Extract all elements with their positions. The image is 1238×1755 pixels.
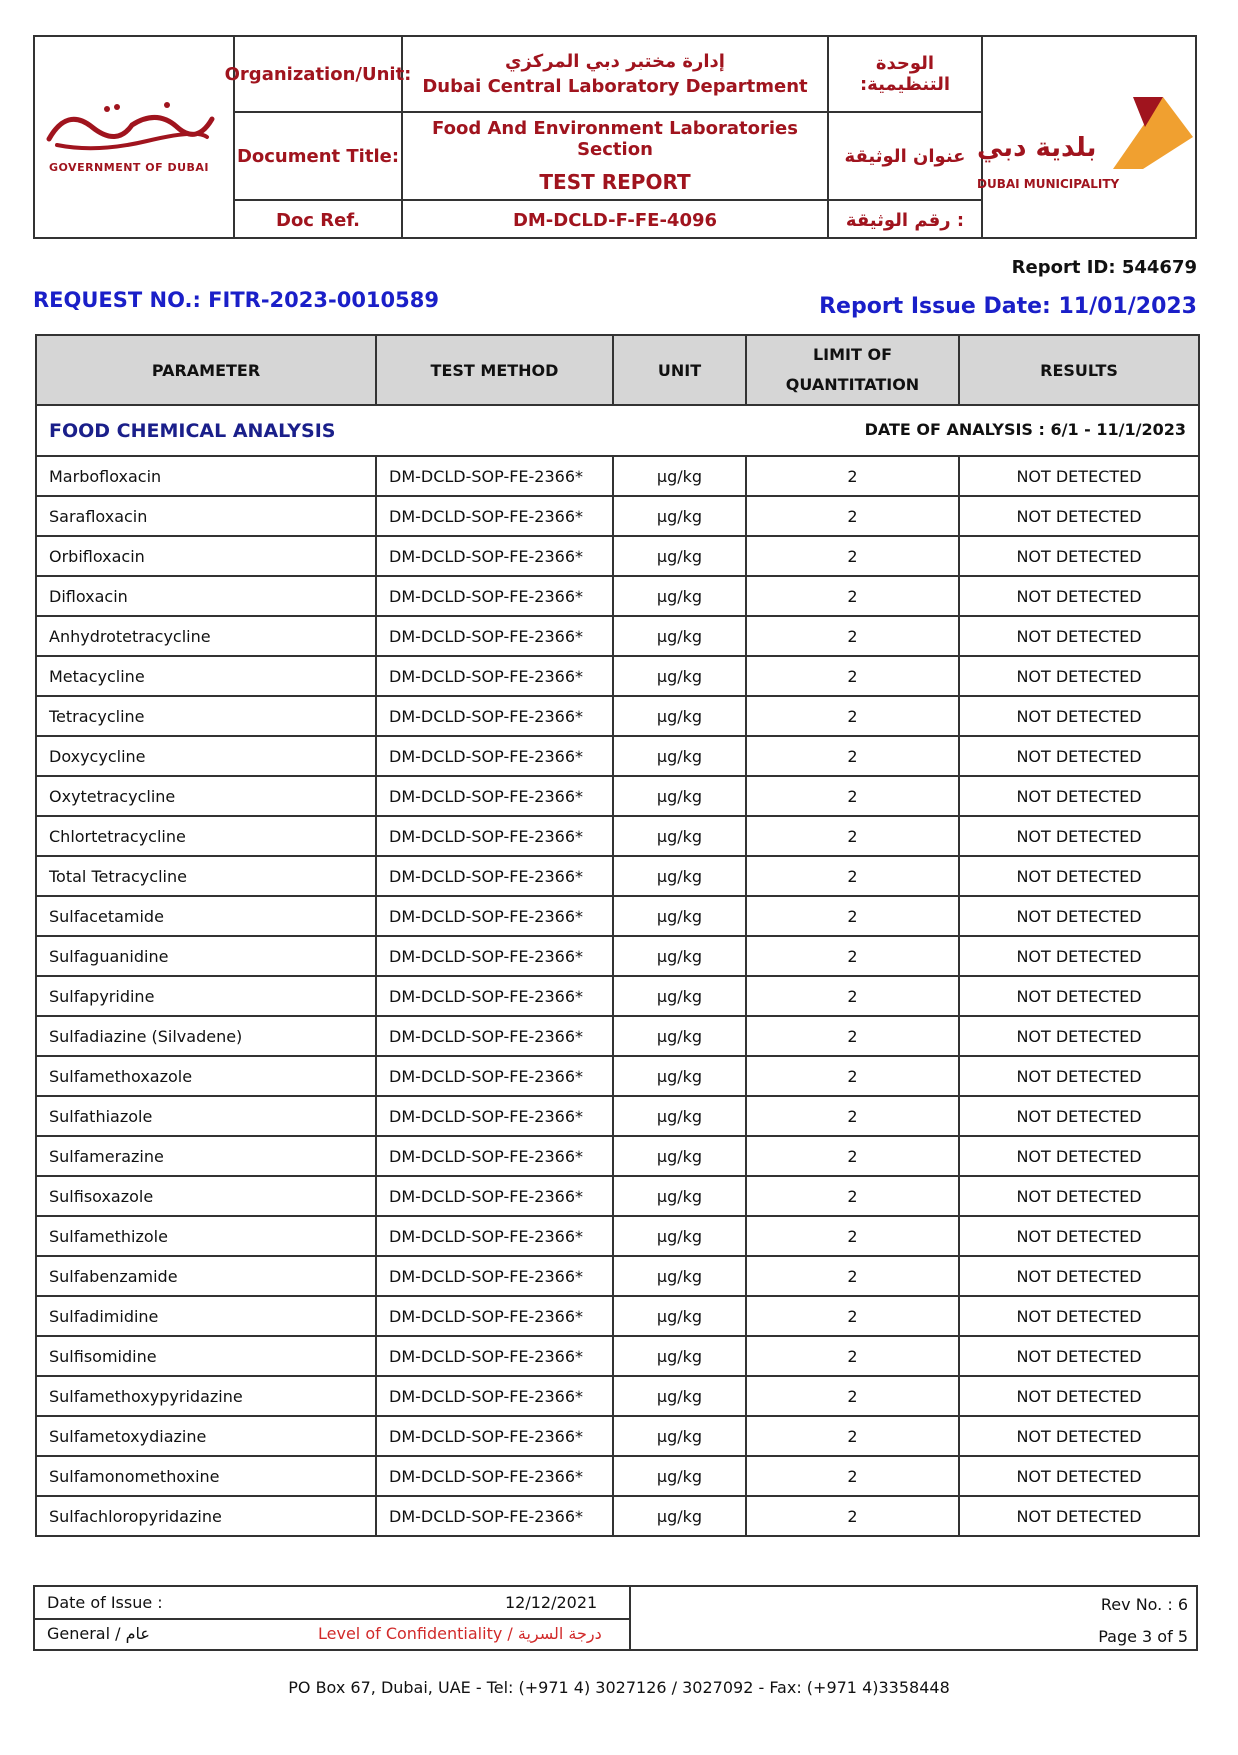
cell-test-method: DM-DCLD-SOP-FE-2366* bbox=[376, 1336, 613, 1376]
classification-general: General / عام bbox=[47, 1624, 150, 1643]
doc-title-label-ar: عنوان الوثيقة bbox=[844, 145, 966, 167]
table-row bbox=[36, 816, 1199, 856]
cell-unit: µg/kg bbox=[613, 976, 746, 1016]
cell-unit: µg/kg bbox=[613, 1376, 746, 1416]
results-table bbox=[35, 334, 1200, 1537]
table-row bbox=[36, 776, 1199, 816]
doc-title-label bbox=[235, 113, 401, 199]
cell-result: NOT DETECTED bbox=[959, 496, 1199, 536]
date-of-issue-label: Date of Issue : bbox=[47, 1593, 163, 1612]
cell-test-method: DM-DCLD-SOP-FE-2366* bbox=[376, 1296, 613, 1336]
cell-loq: 2 bbox=[746, 1216, 959, 1256]
table-row bbox=[36, 496, 1199, 536]
cell-result: NOT DETECTED bbox=[959, 856, 1199, 896]
cell-test-method: DM-DCLD-SOP-FE-2366* bbox=[376, 936, 613, 976]
table-header-row bbox=[36, 335, 1199, 405]
cell-parameter: Oxytetracycline bbox=[36, 776, 376, 816]
cell-unit: µg/kg bbox=[613, 936, 746, 976]
table-row bbox=[36, 1256, 1199, 1296]
org-value-ar: إدارة مختبر دبي المركزي bbox=[505, 51, 725, 72]
cell-unit: µg/kg bbox=[613, 576, 746, 616]
cell-loq: 2 bbox=[746, 1416, 959, 1456]
cell-result: NOT DETECTED bbox=[959, 1056, 1199, 1096]
table-row bbox=[36, 1336, 1199, 1376]
cell-parameter: Tetracycline bbox=[36, 696, 376, 736]
cell-test-method: DM-DCLD-SOP-FE-2366* bbox=[376, 856, 613, 896]
column-header-test-method: TEST METHOD bbox=[376, 335, 613, 405]
cell-test-method: DM-DCLD-SOP-FE-2366* bbox=[376, 656, 613, 696]
cell-parameter: Sulfabenzamide bbox=[36, 1256, 376, 1296]
cell-test-method: DM-DCLD-SOP-FE-2366* bbox=[376, 1376, 613, 1416]
cell-parameter: Sulfisoxazole bbox=[36, 1176, 376, 1216]
cell-loq: 2 bbox=[746, 696, 959, 736]
section-row bbox=[36, 405, 1199, 456]
cell-result: NOT DETECTED bbox=[959, 816, 1199, 856]
report-issue-date: Report Issue Date: 11/01/2023 bbox=[819, 294, 1197, 319]
cell-test-method: DM-DCLD-SOP-FE-2366* bbox=[376, 896, 613, 936]
cell-loq: 2 bbox=[746, 1096, 959, 1136]
cell-result: NOT DETECTED bbox=[959, 536, 1199, 576]
cell-result: NOT DETECTED bbox=[959, 1336, 1199, 1376]
cell-parameter: Sulfamethoxypyridazine bbox=[36, 1376, 376, 1416]
table-row bbox=[36, 456, 1199, 496]
table-row bbox=[36, 1376, 1199, 1416]
cell-loq: 2 bbox=[746, 816, 959, 856]
cell-unit: µg/kg bbox=[613, 656, 746, 696]
cell-unit: µg/kg bbox=[613, 1176, 746, 1216]
cell-loq: 2 bbox=[746, 536, 959, 576]
cell-test-method: DM-DCLD-SOP-FE-2366* bbox=[376, 1416, 613, 1456]
cell-unit: µg/kg bbox=[613, 816, 746, 856]
table-row bbox=[36, 936, 1199, 976]
cell-result: NOT DETECTED bbox=[959, 1216, 1199, 1256]
cell-result: NOT DETECTED bbox=[959, 736, 1199, 776]
cell-parameter: Sulfadiazine (Silvadene) bbox=[36, 1016, 376, 1056]
cell-unit: µg/kg bbox=[613, 536, 746, 576]
cell-loq: 2 bbox=[746, 776, 959, 816]
cell-test-method: DM-DCLD-SOP-FE-2366* bbox=[376, 1056, 613, 1096]
divider bbox=[35, 1618, 629, 1620]
doc-ref-label-ar: : رقم الوثيقة bbox=[845, 209, 965, 231]
table-row bbox=[36, 616, 1199, 656]
cell-parameter: Orbifloxacin bbox=[36, 536, 376, 576]
cell-test-method: DM-DCLD-SOP-FE-2366* bbox=[376, 736, 613, 776]
table-row bbox=[36, 896, 1199, 936]
doc-ref-value: DM-DCLD-F-FE-4096 bbox=[512, 209, 718, 231]
table-row bbox=[36, 1056, 1199, 1096]
report-id: Report ID: 544679 bbox=[1011, 257, 1197, 278]
cell-test-method: DM-DCLD-SOP-FE-2366* bbox=[376, 1256, 613, 1296]
section-cell bbox=[36, 405, 1199, 456]
cell-parameter: Sulfamethoxazole bbox=[36, 1056, 376, 1096]
table-row bbox=[36, 696, 1199, 736]
cell-unit: µg/kg bbox=[613, 1216, 746, 1256]
cell-parameter: Sulfamerazine bbox=[36, 1136, 376, 1176]
cell-loq: 2 bbox=[746, 1136, 959, 1176]
table-row bbox=[36, 1296, 1199, 1336]
org-label-ar: الوحدة التنظيمية: bbox=[859, 53, 951, 95]
cell-loq: 2 bbox=[746, 736, 959, 776]
cell-result: NOT DETECTED bbox=[959, 1256, 1199, 1296]
cell-result: NOT DETECTED bbox=[959, 1096, 1199, 1136]
cell-loq: 2 bbox=[746, 1336, 959, 1376]
cell-test-method: DM-DCLD-SOP-FE-2366* bbox=[376, 616, 613, 656]
column-header-loq bbox=[746, 335, 959, 405]
cell-test-method: DM-DCLD-SOP-FE-2366* bbox=[376, 1136, 613, 1176]
cell-result: NOT DETECTED bbox=[959, 456, 1199, 496]
doc-ref-label-text: Doc Ref. bbox=[276, 209, 360, 231]
cell-parameter: Sulfamonomethoxine bbox=[36, 1456, 376, 1496]
dm-logo-ar: بلدية دبي bbox=[977, 133, 1097, 163]
cell-parameter: Sarafloxacin bbox=[36, 496, 376, 536]
cell-parameter: Marbofloxacin bbox=[36, 456, 376, 496]
document-footer bbox=[33, 1585, 1198, 1651]
request-number: REQUEST NO.: FITR-2023-0010589 bbox=[33, 288, 439, 312]
cell-unit: µg/kg bbox=[613, 1056, 746, 1096]
table-row bbox=[36, 1136, 1199, 1176]
address-line: PO Box 67, Dubai, UAE - Tel: (+971 4) 3027126 / 3027092 - Fax: (+971 4)3358448 bbox=[288, 1678, 950, 1697]
cell-test-method: DM-DCLD-SOP-FE-2366* bbox=[376, 536, 613, 576]
cell-unit: µg/kg bbox=[613, 616, 746, 656]
cell-unit: µg/kg bbox=[613, 1456, 746, 1496]
table-row bbox=[36, 1096, 1199, 1136]
cell-result: NOT DETECTED bbox=[959, 1016, 1199, 1056]
cell-loq: 2 bbox=[746, 576, 959, 616]
column-header-parameter: PARAMETER bbox=[36, 335, 376, 405]
cell-test-method: DM-DCLD-SOP-FE-2366* bbox=[376, 1096, 613, 1136]
table-row bbox=[36, 1176, 1199, 1216]
cell-parameter: Sulfadimidine bbox=[36, 1296, 376, 1336]
cell-unit: µg/kg bbox=[613, 1256, 746, 1296]
column-header-results: RESULTS bbox=[959, 335, 1199, 405]
cell-unit: µg/kg bbox=[613, 776, 746, 816]
table-row bbox=[36, 856, 1199, 896]
cell-parameter: Sulfachloropyridazine bbox=[36, 1496, 376, 1536]
doc-ref-label bbox=[235, 201, 401, 239]
cell-parameter: Sulfamethizole bbox=[36, 1216, 376, 1256]
table-row bbox=[36, 656, 1199, 696]
cell-loq: 2 bbox=[746, 456, 959, 496]
cell-loq: 2 bbox=[746, 1376, 959, 1416]
doc-title-main: TEST REPORT bbox=[539, 170, 691, 194]
cell-loq: 2 bbox=[746, 1056, 959, 1096]
table-row bbox=[36, 1016, 1199, 1056]
dm-logo-en: DUBAI MUNICIPALITY bbox=[977, 177, 1120, 191]
cell-parameter: Metacycline bbox=[36, 656, 376, 696]
cell-result: NOT DETECTED bbox=[959, 576, 1199, 616]
table-row bbox=[36, 1416, 1199, 1456]
cell-test-method: DM-DCLD-SOP-FE-2366* bbox=[376, 1176, 613, 1216]
cell-unit: µg/kg bbox=[613, 1496, 746, 1536]
cell-result: NOT DETECTED bbox=[959, 896, 1199, 936]
gov-logo-text: GOVERNMENT OF DUBAI bbox=[48, 161, 210, 174]
cell-result: NOT DETECTED bbox=[959, 656, 1199, 696]
cell-result: NOT DETECTED bbox=[959, 1296, 1199, 1336]
cell-test-method: DM-DCLD-SOP-FE-2366* bbox=[376, 1016, 613, 1056]
cell-loq: 2 bbox=[746, 1456, 959, 1496]
cell-unit: µg/kg bbox=[613, 896, 746, 936]
cell-unit: µg/kg bbox=[613, 856, 746, 896]
cell-loq: 2 bbox=[746, 976, 959, 1016]
cell-loq: 2 bbox=[746, 656, 959, 696]
table-row bbox=[36, 736, 1199, 776]
cell-test-method: DM-DCLD-SOP-FE-2366* bbox=[376, 1216, 613, 1256]
cell-result: NOT DETECTED bbox=[959, 1496, 1199, 1536]
cell-result: NOT DETECTED bbox=[959, 936, 1199, 976]
table-row bbox=[36, 1456, 1199, 1496]
gov-logo-calligraphy-icon bbox=[37, 97, 221, 157]
cell-parameter: Sulfacetamide bbox=[36, 896, 376, 936]
page-number: Page 3 of 5 bbox=[1098, 1627, 1188, 1646]
cell-loq: 2 bbox=[746, 1496, 959, 1536]
column-header-unit: UNIT bbox=[613, 335, 746, 405]
cell-unit: µg/kg bbox=[613, 696, 746, 736]
cell-parameter: Sulfathiazole bbox=[36, 1096, 376, 1136]
cell-test-method: DM-DCLD-SOP-FE-2366* bbox=[376, 1456, 613, 1496]
cell-loq: 2 bbox=[746, 856, 959, 896]
cell-unit: µg/kg bbox=[613, 1096, 746, 1136]
column-header-loq-text: LIMIT OF QUANTITATION bbox=[785, 345, 920, 394]
cell-test-method: DM-DCLD-SOP-FE-2366* bbox=[376, 456, 613, 496]
cell-parameter: Sulfisomidine bbox=[36, 1336, 376, 1376]
cell-parameter: Difloxacin bbox=[36, 576, 376, 616]
table-row bbox=[36, 576, 1199, 616]
cell-test-method: DM-DCLD-SOP-FE-2366* bbox=[376, 496, 613, 536]
cell-loq: 2 bbox=[746, 1016, 959, 1056]
dubai-municipality-logo bbox=[973, 87, 1193, 207]
table-row bbox=[36, 1216, 1199, 1256]
cell-result: NOT DETECTED bbox=[959, 976, 1199, 1016]
cell-parameter: Sulfaguanidine bbox=[36, 936, 376, 976]
cell-test-method: DM-DCLD-SOP-FE-2366* bbox=[376, 576, 613, 616]
cell-test-method: DM-DCLD-SOP-FE-2366* bbox=[376, 816, 613, 856]
cell-parameter: Sulfametoxydiazine bbox=[36, 1416, 376, 1456]
cell-result: NOT DETECTED bbox=[959, 616, 1199, 656]
table-row bbox=[36, 536, 1199, 576]
cell-result: NOT DETECTED bbox=[959, 1376, 1199, 1416]
cell-test-method: DM-DCLD-SOP-FE-2366* bbox=[376, 776, 613, 816]
cell-result: NOT DETECTED bbox=[959, 1456, 1199, 1496]
doc-title-section: Food And Environment Laboratories Section bbox=[432, 118, 798, 160]
cell-unit: µg/kg bbox=[613, 1416, 746, 1456]
divider bbox=[629, 1587, 631, 1649]
cell-loq: 2 bbox=[746, 1176, 959, 1216]
org-label-text: Organization/Unit: bbox=[224, 63, 412, 85]
revision-number: Rev No. : 6 bbox=[1100, 1595, 1188, 1614]
cell-unit: µg/kg bbox=[613, 456, 746, 496]
cell-loq: 2 bbox=[746, 936, 959, 976]
cell-loq: 2 bbox=[746, 496, 959, 536]
cell-parameter: Chlortetracycline bbox=[36, 816, 376, 856]
cell-test-method: DM-DCLD-SOP-FE-2366* bbox=[376, 1496, 613, 1536]
cell-loq: 2 bbox=[746, 1296, 959, 1336]
section-title: FOOD CHEMICAL ANALYSIS bbox=[49, 419, 336, 442]
date-of-issue-value: 12/12/2021 bbox=[505, 1593, 598, 1612]
cell-unit: µg/kg bbox=[613, 1136, 746, 1176]
section-date: DATE OF ANALYSIS : 6/1 - 11/1/2023 bbox=[864, 419, 1186, 439]
cell-unit: µg/kg bbox=[613, 496, 746, 536]
org-label bbox=[224, 37, 412, 111]
org-value bbox=[403, 37, 827, 111]
cell-result: NOT DETECTED bbox=[959, 1176, 1199, 1216]
cell-loq: 2 bbox=[746, 896, 959, 936]
cell-unit: µg/kg bbox=[613, 736, 746, 776]
cell-parameter: Sulfapyridine bbox=[36, 976, 376, 1016]
cell-result: NOT DETECTED bbox=[959, 1416, 1199, 1456]
cell-test-method: DM-DCLD-SOP-FE-2366* bbox=[376, 976, 613, 1016]
cell-parameter: Total Tetracycline bbox=[36, 856, 376, 896]
doc-title-value bbox=[403, 113, 827, 199]
cell-test-method: DM-DCLD-SOP-FE-2366* bbox=[376, 696, 613, 736]
government-of-dubai-logo bbox=[37, 97, 221, 174]
table-row bbox=[36, 976, 1199, 1016]
cell-result: NOT DETECTED bbox=[959, 776, 1199, 816]
cell-parameter: Anhydrotetracycline bbox=[36, 616, 376, 656]
document-header bbox=[33, 35, 1197, 239]
cell-unit: µg/kg bbox=[613, 1296, 746, 1336]
org-value-en: Dubai Central Laboratory Department bbox=[422, 76, 808, 97]
cell-result: NOT DETECTED bbox=[959, 696, 1199, 736]
cell-unit: µg/kg bbox=[613, 1016, 746, 1056]
cell-unit: µg/kg bbox=[613, 1336, 746, 1376]
confidentiality-level: Level of Confidentiality / درجة السرية bbox=[318, 1624, 602, 1643]
doc-title-label-text: Document Title: bbox=[236, 145, 400, 167]
cell-loq: 2 bbox=[746, 616, 959, 656]
cell-loq: 2 bbox=[746, 1256, 959, 1296]
cell-result: NOT DETECTED bbox=[959, 1136, 1199, 1176]
cell-parameter: Doxycycline bbox=[36, 736, 376, 776]
table-row bbox=[36, 1496, 1199, 1536]
